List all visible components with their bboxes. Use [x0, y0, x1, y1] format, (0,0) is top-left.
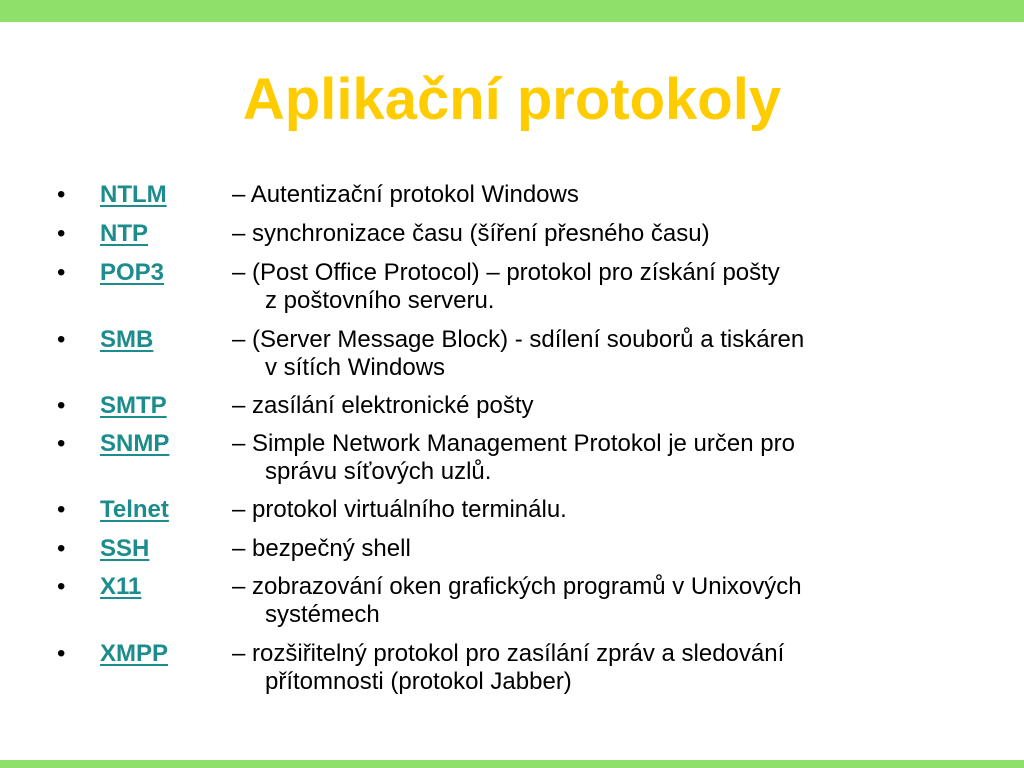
- description-continued: systémech: [265, 601, 380, 628]
- description: – (Post Office Protocol) – protokol pro získání pošty: [232, 259, 780, 286]
- description: – rozšiřitelný protokol pro zasílání zpráv a sledování: [232, 640, 785, 667]
- link-xmpp[interactable]: XMPP: [100, 640, 169, 667]
- link-ntp[interactable]: NTP: [100, 220, 148, 247]
- description: – zasílání elektronické pošty: [232, 392, 534, 419]
- bullet: •: [57, 535, 66, 562]
- bullet: •: [57, 496, 66, 523]
- bullet: •: [57, 220, 66, 247]
- bullet: •: [57, 326, 66, 353]
- description: – Autentizační protokol Windows: [232, 181, 579, 208]
- bottom-accent-bar: [0, 760, 1024, 768]
- description: – synchronizace času (šíření přesného času): [232, 220, 710, 247]
- bullet: •: [57, 573, 66, 600]
- description-continued: z poštovního serveru.: [265, 287, 495, 314]
- description: – bezpečný shell: [232, 535, 411, 562]
- description: – zobrazování oken grafických programů v Unixových: [232, 573, 802, 600]
- link-telnet[interactable]: Telnet: [100, 496, 169, 523]
- description-continued: v sítích Windows: [265, 354, 446, 381]
- link-smtp[interactable]: SMTP: [100, 392, 167, 419]
- description: – Simple Network Management Protokol je určen pro: [232, 430, 795, 457]
- slide-title: Aplikační protokoly: [242, 67, 782, 132]
- description: – protokol virtuálního terminálu.: [232, 496, 567, 523]
- bullet: •: [57, 430, 66, 457]
- bullet: •: [57, 392, 66, 419]
- link-x11[interactable]: X11: [100, 573, 142, 600]
- description: – (Server Message Block) - sdílení souborů a tiskáren: [232, 326, 805, 353]
- link-pop3[interactable]: POP3: [100, 259, 165, 286]
- bullet: •: [57, 640, 66, 667]
- description-continued: správu síťových uzlů.: [265, 458, 492, 485]
- description-continued: přítomnosti (protokol Jabber): [265, 668, 572, 695]
- link-snmp[interactable]: SNMP: [100, 430, 170, 457]
- link-smb[interactable]: SMB: [100, 326, 154, 353]
- bullet: •: [57, 181, 66, 208]
- link-ssh[interactable]: SSH: [100, 535, 150, 562]
- link-ntlm[interactable]: NTLM: [100, 181, 167, 208]
- bullet: •: [57, 259, 66, 286]
